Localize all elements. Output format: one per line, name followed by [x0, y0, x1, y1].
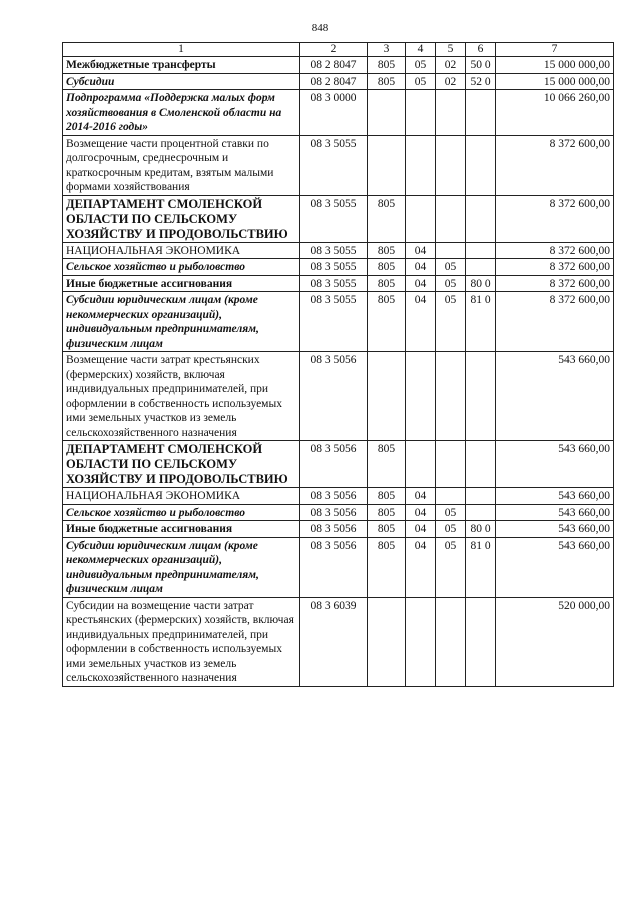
column-header: 6 [466, 43, 496, 57]
table-row [63, 259, 614, 276]
table-row [63, 441, 614, 488]
table-row [63, 90, 614, 136]
section-code-cell [406, 352, 436, 441]
amount-cell: 8 372 600,00 [496, 275, 614, 292]
item-name-cell: Возмещение части затрат крестьянских (фермерских) хозяйств, включая индивидуальных предпринимателей, при оформлении в собственность используемых ими земельных участков из земель сельскохозяйственного назначения [63, 352, 300, 441]
ministry-code-cell: 805 [368, 275, 406, 292]
amount-cell: 543 660,00 [496, 537, 614, 597]
amount-cell: 10 066 260,00 [496, 90, 614, 136]
subsection-code-cell [436, 488, 466, 505]
subsection-code-cell: 05 [436, 504, 466, 521]
ministry-code-cell: 805 [368, 441, 406, 488]
page-number: 848 [311, 22, 329, 34]
ministry-code-cell: 805 [368, 259, 406, 276]
table-row [63, 597, 614, 686]
amount-cell: 8 372 600,00 [496, 259, 614, 276]
table-row [63, 242, 614, 259]
table-row [63, 135, 614, 195]
ministry-code-cell [368, 597, 406, 686]
item-name-cell: Сельское хозяйство и рыболовство [63, 504, 300, 521]
expense-type-code-cell [466, 90, 496, 136]
expense-type-code-cell [466, 259, 496, 276]
subsection-code-cell: 05 [436, 259, 466, 276]
ministry-code-cell [368, 90, 406, 136]
ministry-code-cell: 805 [368, 195, 406, 242]
item-name-cell: Сельское хозяйство и рыболовство [63, 259, 300, 276]
column-header: 5 [436, 43, 466, 57]
section-code-cell [406, 597, 436, 686]
target-code-cell: 08 3 5056 [300, 441, 368, 488]
item-name-cell: Возмещение части процентной ставки по долгосрочным, среднесрочным и краткосрочным кредитам, взятым малыми формами хозяйствования [63, 135, 300, 195]
amount-cell: 15 000 000,00 [496, 57, 614, 74]
expense-type-code-cell [466, 292, 496, 352]
amount-cell: 520 000,00 [496, 597, 614, 686]
section-code-cell [406, 195, 436, 242]
table-row [63, 292, 614, 352]
table-row [63, 504, 614, 521]
section-code-cell: 04 [406, 504, 436, 521]
item-name-cell: Субсидии на возмещение части затрат крестьянских (фермерских) хозяйств, включая индивидуальных предпринимателей, при оформлении в собственность используемых ими земельных участков из земель сельскохозяйственного назначения [63, 597, 300, 686]
item-name-cell: Межбюджетные трансферты [63, 57, 300, 74]
ministry-code-cell: 805 [368, 537, 406, 597]
subsection-code-cell: 02 [436, 57, 466, 74]
expense-type-code-cell [466, 275, 496, 292]
expense-type-code: 81 0 [470, 539, 491, 552]
ministry-code-cell: 805 [368, 504, 406, 521]
amount-cell: 543 660,00 [496, 441, 614, 488]
item-name-cell: Подпрограмма «Поддержка малых форм хозяйствования в Смоленской области на 2014-2016 годы» [63, 90, 300, 136]
column-header: 7 [496, 43, 614, 57]
column-header: 1 [63, 43, 300, 57]
subsection-code-cell: 05 [436, 521, 466, 538]
expense-type-code: 80 0 [470, 523, 491, 535]
target-code-cell: 08 2 8047 [300, 73, 368, 90]
expense-type-code-cell [466, 195, 496, 242]
target-code-cell: 08 2 8047 [300, 57, 368, 74]
expense-type-code: 81 0 [470, 294, 491, 306]
expense-type-code-cell [466, 73, 496, 90]
section-code-cell [406, 441, 436, 488]
subsection-code-cell [436, 242, 466, 259]
expense-type-code-cell [466, 352, 496, 441]
target-code-cell: 08 3 5056 [300, 488, 368, 505]
table-row [63, 488, 614, 505]
amount-cell: 543 660,00 [496, 352, 614, 441]
table-row [63, 521, 614, 538]
ministry-code-cell [368, 352, 406, 441]
amount-cell: 15 000 000,00 [496, 73, 614, 90]
subsection-code-cell [436, 195, 466, 242]
table-row [63, 352, 614, 441]
amount-cell: 543 660,00 [496, 504, 614, 521]
ministry-code-cell: 805 [368, 488, 406, 505]
target-code-cell: 08 3 5056 [300, 504, 368, 521]
ministry-code-cell: 805 [368, 57, 406, 74]
expense-type-code-cell [466, 57, 496, 74]
table-row [63, 57, 614, 74]
item-name-cell: Субсидии юридическим лицам (кроме некоммерческих организаций), индивидуальным предпринимателям, физическим лицам [63, 292, 300, 352]
section-code-cell [406, 90, 436, 136]
expense-type-code-cell [466, 441, 496, 488]
item-name-cell: Иные бюджетные ассигнования [63, 275, 300, 292]
target-code-cell: 08 3 5055 [300, 195, 368, 242]
target-code-cell: 08 3 5056 [300, 352, 368, 441]
expense-type-code-cell [466, 597, 496, 686]
table-row [63, 537, 614, 597]
item-name-cell: ДЕПАРТАМЕНТ СМОЛЕНСКОЙ ОБЛАСТИ ПО СЕЛЬСКОМУ ХОЗЯЙСТВУ И ПРОДОВОЛЬСТВИЮ [63, 441, 300, 488]
ministry-code-cell: 805 [368, 521, 406, 538]
target-code-cell: 08 3 5056 [300, 537, 368, 597]
section-code-cell: 04 [406, 521, 436, 538]
ministry-code-cell: 805 [368, 292, 406, 352]
section-code-cell: 04 [406, 537, 436, 597]
amount-cell: 8 372 600,00 [496, 242, 614, 259]
item-name-cell: Иные бюджетные ассигнования [63, 521, 300, 538]
section-code-cell: 04 [406, 292, 436, 352]
section-code-cell: 04 [406, 488, 436, 505]
ministry-code-cell [368, 135, 406, 195]
expense-type-code-cell [466, 537, 496, 597]
target-code-cell: 08 3 5055 [300, 135, 368, 195]
subsection-code-cell: 05 [436, 292, 466, 352]
expense-type-code: 80 0 [470, 277, 491, 290]
target-code-cell: 08 3 5055 [300, 275, 368, 292]
amount-cell: 8 372 600,00 [496, 135, 614, 195]
section-code-cell: 05 [406, 57, 436, 74]
subsection-code-cell [436, 352, 466, 441]
section-code-cell: 04 [406, 275, 436, 292]
amount-cell: 543 660,00 [496, 521, 614, 538]
amount-cell: 8 372 600,00 [496, 292, 614, 352]
expense-type-code-cell [466, 488, 496, 505]
item-name-cell: ДЕПАРТАМЕНТ СМОЛЕНСКОЙ ОБЛАСТИ ПО СЕЛЬСКОМУ ХОЗЯЙСТВУ И ПРОДОВОЛЬСТВИЮ [63, 195, 300, 242]
budget-table [62, 42, 614, 687]
section-code-cell: 05 [406, 73, 436, 90]
item-name-cell: Субсидии [63, 73, 300, 90]
item-name-cell: НАЦИОНАЛЬНАЯ ЭКОНОМИКА [63, 242, 300, 259]
target-code-cell: 08 3 5055 [300, 292, 368, 352]
table-row [63, 275, 614, 292]
target-code-cell: 08 3 5055 [300, 259, 368, 276]
target-code-cell: 08 3 5056 [300, 521, 368, 538]
item-name-cell: НАЦИОНАЛЬНАЯ ЭКОНОМИКА [63, 488, 300, 505]
subsection-code-cell [436, 441, 466, 488]
column-header: 3 [368, 43, 406, 57]
expense-type-code: 50 0 [470, 59, 491, 71]
amount-cell: 8 372 600,00 [496, 195, 614, 242]
expense-type-code-cell [466, 504, 496, 521]
ministry-code-cell: 805 [368, 73, 406, 90]
target-code-cell: 08 3 6039 [300, 597, 368, 686]
target-code-cell: 08 3 5055 [300, 242, 368, 259]
amount-cell: 543 660,00 [496, 488, 614, 505]
header-row [63, 43, 614, 57]
column-header: 2 [300, 43, 368, 57]
section-code-cell: 04 [406, 259, 436, 276]
subsection-code-cell: 05 [436, 275, 466, 292]
table-row [63, 195, 614, 242]
target-code-cell: 08 3 0000 [300, 90, 368, 136]
subsection-code-cell: 05 [436, 537, 466, 597]
expense-type-code-cell [466, 242, 496, 259]
subsection-code-cell [436, 90, 466, 136]
item-name-cell: Субсидии юридическим лицам (кроме некоммерческих организаций), индивидуальным предпринимателям, физическим лицам [63, 537, 300, 597]
section-code-cell [406, 135, 436, 195]
subsection-code-cell [436, 135, 466, 195]
column-header: 4 [406, 43, 436, 57]
expense-type-code-cell [466, 521, 496, 538]
expense-type-code: 52 0 [470, 75, 491, 88]
subsection-code-cell: 02 [436, 73, 466, 90]
ministry-code-cell: 805 [368, 242, 406, 259]
table-row [63, 73, 614, 90]
subsection-code-cell [436, 597, 466, 686]
expense-type-code-cell [466, 135, 496, 195]
section-code-cell: 04 [406, 242, 436, 259]
